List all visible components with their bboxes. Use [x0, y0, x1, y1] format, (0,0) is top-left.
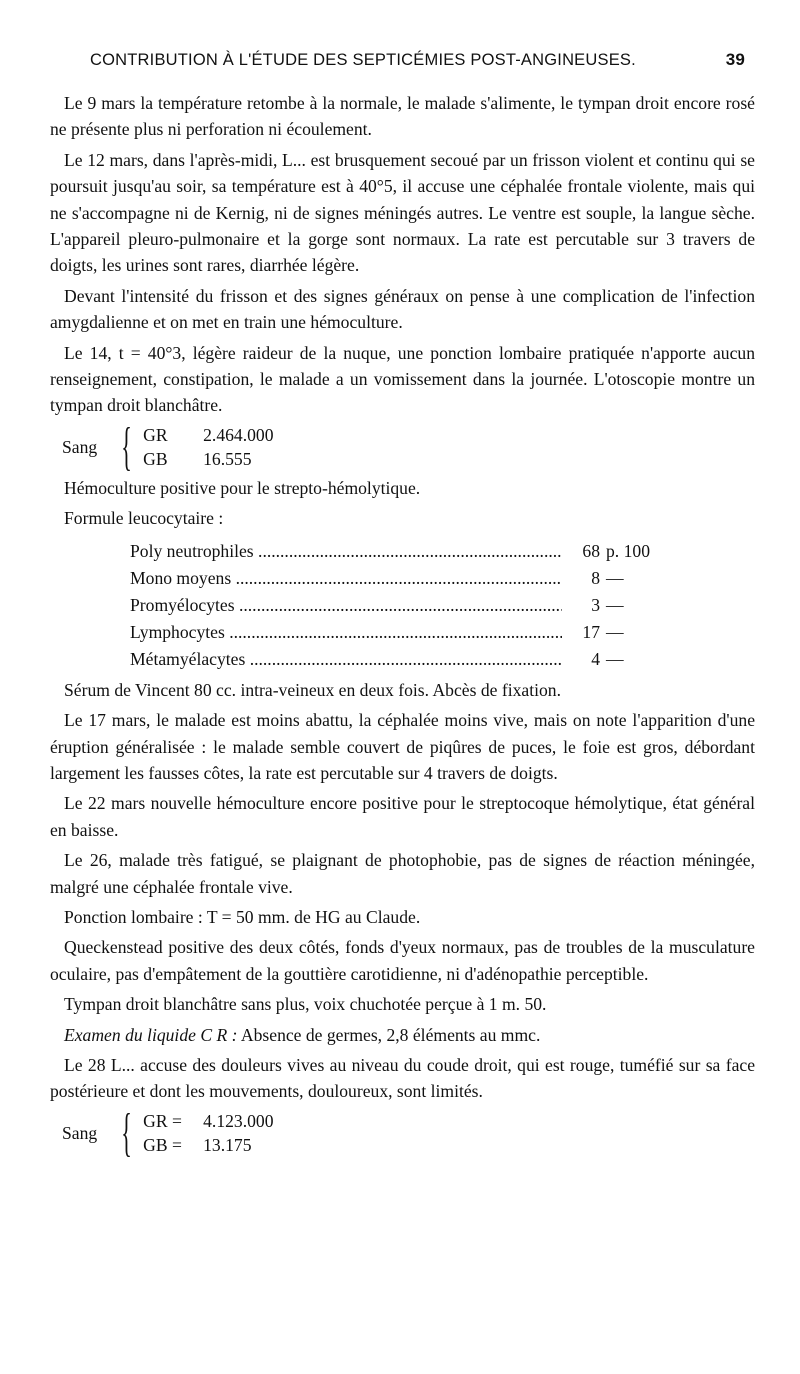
paragraph: Sérum de Vincent 80 cc. intra-veineux en deux fois. Abcès de fixation. — [64, 679, 561, 700]
cell-unit: — — [606, 621, 624, 642]
brace-glyph: { — [121, 416, 132, 476]
paragraph: Le 9 mars la température retombe à la normale, le malade s'alimente, le tympan droit encore rosé ne présente plus ni perforation ni écoulement. — [50, 93, 755, 140]
paragraph: Hémoculture positive pour le strepto-hémolytique. — [64, 477, 421, 498]
blood-label: Sang — [62, 436, 98, 457]
paragraph: Le 12 mars, dans l'après-midi, L... est brusquement secoué par un frisson violent et continu qui se poursuit jusqu'au soir, sa température est à 40°5, il accuse une céphalée frontale violente, mais qui ne s'accompagne ni de Kernig, ni de signes méningés autres. Le ventre est souple, la langue sèche. L'appareil pleuro-pulmonaire et la gorge sont normaux. La rate est percutable sur 3 travers de doigts, les urines sont rares, diarrhée légère. — [50, 149, 755, 276]
blood-count-2 — [50, 1102, 755, 1162]
blood-value: 2.464.000 — [203, 424, 274, 445]
cell-type: Promyélocytes ..... — [130, 592, 562, 619]
running-title: CONTRIBUTION À L'ÉTUDE DES SEPTICÉMIES POST-ANGINEUSES. — [90, 51, 636, 69]
cell-unit: — — [606, 594, 624, 615]
blood-row — [143, 447, 273, 471]
formula-row — [130, 538, 670, 565]
cell-value: 8 — [591, 567, 600, 588]
blood-value: 13.175 — [203, 1134, 252, 1155]
blood-key: GR = — [143, 1110, 182, 1131]
blood-row — [143, 1109, 273, 1133]
paragraph: Devant l'intensité du frisson et des signes généraux on pense à une complication de l'infection amygdalienne et on met en train une hémoculture. — [50, 285, 755, 333]
blood-key: GB = — [143, 1134, 182, 1155]
brace-glyph: { — [121, 1102, 132, 1162]
cell-type: Poly neutrophiles ..... — [130, 538, 562, 565]
cell-type: Métamyélacytes ..... — [130, 646, 562, 673]
paragraph: Ponction lombaire : T = 50 mm. de HG au Claude. — [64, 906, 421, 927]
formula-row — [130, 565, 670, 592]
paragraph: Le 26, malade très fatigué, se plaignant de photophobie, pas de signes de réaction méningée, malgré une céphalée frontale vive. — [50, 850, 755, 897]
paragraph: Le 28 L... accuse des douleurs vives au niveau du coude droit, qui est rouge, tuméfié sur sa face postérieure et dont les mouvements, douloureux, sont limités. — [50, 1054, 755, 1102]
blood-count-1 — [50, 416, 755, 476]
cell-value: 3 — [591, 594, 600, 615]
examen-paragraph — [50, 1022, 755, 1048]
blood-row — [143, 1133, 273, 1157]
blood-row — [143, 423, 273, 447]
cell-type: Lymphocytes ..... — [130, 619, 562, 646]
cell-unit: — — [606, 648, 624, 669]
running-header — [90, 50, 745, 70]
cell-unit: p. 100 — [606, 540, 650, 561]
blood-key: GR — [143, 424, 168, 445]
blood-key: GB — [143, 448, 168, 469]
page-number: 39 — [725, 50, 745, 69]
blood-value: 16.555 — [203, 448, 252, 469]
cell-value: 68 — [582, 540, 600, 561]
cell-type: Mono moyens ..... — [130, 565, 562, 592]
formula-title: Formule leucocytaire : — [64, 508, 224, 529]
cell-unit: — — [606, 567, 624, 588]
paragraph: Le 17 mars, le malade est moins abattu, la céphalée moins vive, mais on note l'apparition d'une éruption généralisée : le malade semble couvert de piqûres de puces, le foie est gros, débordant largement les fausses côtes, la rate est percutable sur 4 travers de doigts. — [50, 710, 755, 783]
blood-label: Sang — [62, 1122, 98, 1143]
paragraph: Tympan droit blanchâtre sans plus, voix chuchotée perçue à 1 m. 50. — [64, 994, 547, 1015]
formula-row — [130, 646, 670, 673]
paragraph: Queckenstead positive des deux côtés, fonds d'yeux normaux, pas de troubles de la musculature oculaire, pas d'empâtement de la gouttière carotidienne, ni d'adénopathie perceptible. — [50, 937, 755, 984]
examen-label: Examen du liquide C R : — [64, 1024, 238, 1045]
paragraph: Le 14, t = 40°3, légère raideur de la nuque, une ponction lombaire pratiquée n'apporte aucun renseignement, constipation, le malade a un vomissement dans la journée. L'otoscopie montre un tympan droit blanchâtre. — [50, 342, 755, 416]
blood-value: 4.123.000 — [203, 1110, 274, 1131]
examen-text: Absence de germes, 2,8 éléments au mmc. — [240, 1024, 541, 1045]
paragraph: Le 22 mars nouvelle hémoculture encore positive pour le streptocoque hémolytique, état général en baisse. — [50, 793, 755, 840]
formula-row — [130, 592, 670, 619]
page-body — [50, 90, 755, 1161]
formula-row — [130, 619, 670, 646]
cell-value: 17 — [582, 621, 600, 642]
leucocyte-formula — [130, 538, 670, 673]
cell-value: 4 — [591, 648, 600, 669]
